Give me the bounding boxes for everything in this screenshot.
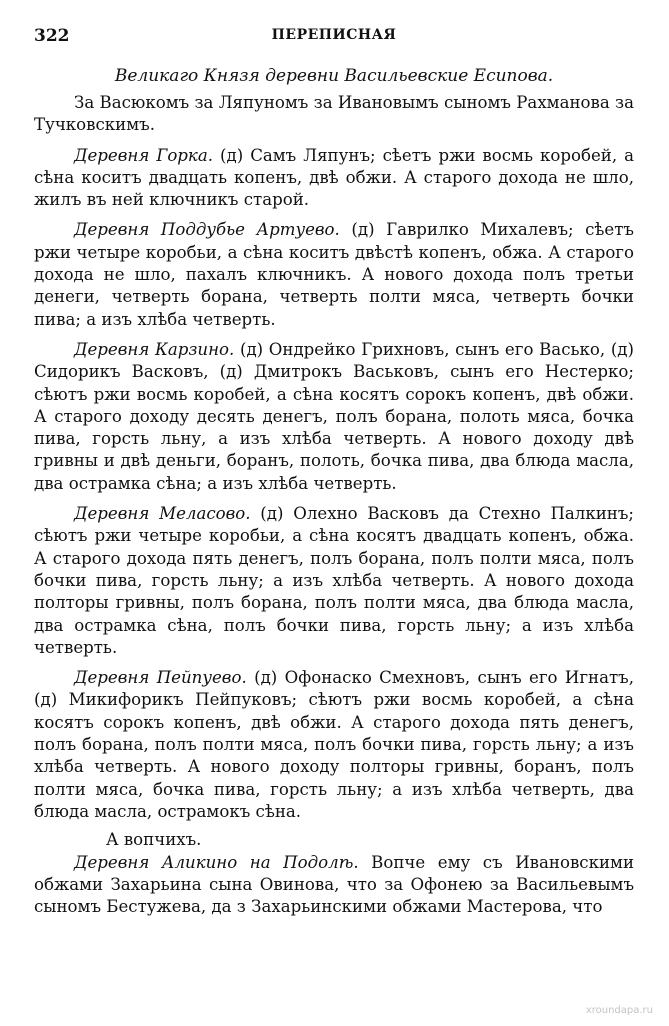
entry-text: (д) Ондрейко Грихновъ, сынъ его Васько, (д) Сидорикъ Васковъ, (д) Дмитрокъ Васьковъ, сынъ его Нестерко; сѣютъ ржи восмь коробей, а сѣна косятъ сорокъ копенъ, двѣ обжи. А старого доходу десять денегъ, полъ борана, полоть мяса, бочка пива, горсть льну, а изъ хлѣба четверть. А нового доходу двѣ гривны и двѣ деньги, боранъ, полоть, бочка пива, два блюда масла, два острамка сѣна; а изъ хлѣба четверть.: [34, 339, 634, 493]
entry-paragraph: [34, 667, 634, 823]
entry-paragraph: [34, 145, 634, 212]
running-head: ПЕРЕПИСНАЯ: [271, 27, 397, 43]
entry-text: (д) Самъ Ляпунъ; сѣетъ ржи восмь коробей, а сѣна коситъ двадцать копенъ, двѣ обжи. А старого дохода не шло, жилъ въ ней ключникъ старой.: [34, 145, 634, 210]
entry-text: Вопче ему съ Ивановскими обжами Захарьина сына Овинова, что за Офонею за Васильевымъ сыномъ Бестужева, да з Захарьинскими обжами Мастерова, что: [34, 852, 634, 917]
entry-text: (д) Офонаско Смехновъ, сынъ его Игнатъ, (д) Микифорикъ Пейпуковъ; сѣютъ ржи восмь коробей, а сѣна косятъ сорокъ копенъ, двѣ обжи. А старого дохода пять денегъ, полъ борана, полъ полти мяса, полъ бочки пива, горсть льну; а изъ хлѣба четверть. А нового доходу полторы гривны, боранъ, полъ полти мяса, бочка пива, горсть льну; а изъ хлѣба четверть, два блюда масла, острамокъ сѣна.: [34, 668, 635, 821]
book-page: [34, 26, 634, 918]
village-name: Деревня Пейпуево.: [74, 668, 247, 688]
village-name: Деревня Аликино на Подолѣ.: [74, 852, 359, 872]
entry-text: (д) Гаврилко Михалевъ; сѣетъ ржи четыре коробьи, а сѣна коситъ двѣстѣ копенъ, обжа. А старого дохода не шло, пахалъ ключникъ. А нового дохода полъ третьи денеги, четверть борана, четверть полти мяса, четверть бочки пива; а изъ хлѣба четверть.: [34, 220, 634, 329]
entry-paragraph: [34, 219, 634, 330]
subheading: А вопчихъ.: [106, 830, 202, 850]
intro-paragraph: За Васюкомъ за Ляпуномъ за Ивановымъ сыномъ Рахманова за Тучковскимъ.: [34, 93, 634, 135]
village-name: Деревня Горка.: [74, 145, 214, 165]
page-number: 322: [34, 26, 70, 46]
entry-paragraph: [34, 339, 634, 495]
entry-paragraph: [34, 852, 634, 919]
village-name: Деревня Карзино.: [74, 339, 235, 359]
entry-paragraph: [34, 503, 634, 659]
page-header: [34, 26, 634, 50]
entry-text: (д) Олехно Васковъ да Стехно Палкинъ; сѣютъ ржи четыре коробьи, а сѣна косятъ двадцать копенъ, обжа. А старого дохода пять денегъ, полъ борана, полъ полти мяса, полъ бочки пива, горсть льну; а изъ хлѣба четверть. А нового дохода полторы гривны, полъ борана, полъ полти мяса, два блюда масла, два острамка сѣна, полъ бочки пива, горсть льну; а изъ хлѣба четверть.: [34, 504, 634, 657]
section-title: Великаго Князя деревни Васильевские Есипова.: [114, 66, 554, 86]
village-name: Деревня Меласово.: [74, 504, 251, 524]
site-watermark: xroundapa.ru: [585, 1005, 653, 1016]
village-name: Деревня Поддубье Артуево.: [74, 220, 340, 240]
